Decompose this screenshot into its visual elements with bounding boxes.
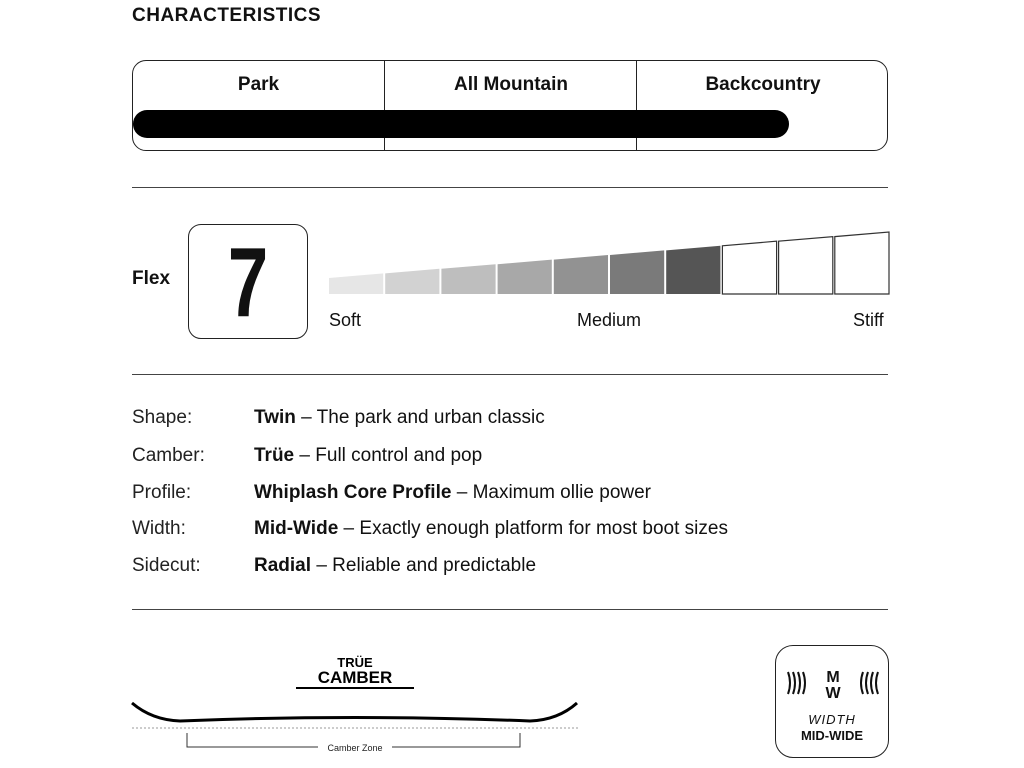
spec-separator: – (301, 407, 312, 428)
divider (132, 609, 888, 610)
flex-rating-box (188, 224, 308, 339)
terrain-label-park: Park (237, 74, 280, 95)
flex-cell-4 (498, 260, 552, 294)
spec-name: Twin (254, 407, 296, 428)
mw-logo-w: W (825, 685, 841, 702)
flex-cell-2 (385, 269, 439, 294)
terrain-chart (132, 60, 888, 151)
flex-cell-6 (610, 250, 664, 294)
sound-waves-right (861, 672, 878, 694)
spec-name: Mid-Wide (254, 518, 339, 539)
spec-desc: The park and urban classic (316, 407, 545, 428)
flex-cell-5 (554, 255, 608, 294)
width-badge (775, 645, 889, 758)
spec-desc: Maximum ollie power (472, 482, 652, 503)
terrain-range-bar (133, 110, 789, 138)
flex-tick-soft: Soft (329, 310, 362, 330)
width-badge-label: WIDTH (808, 712, 856, 727)
flex-scale (328, 230, 890, 296)
spec-key: Profile: (132, 482, 192, 503)
width-badge-value: MID-WIDE (800, 728, 864, 743)
flex-label: Flex (132, 268, 171, 289)
camber-profile-diagram (130, 648, 580, 760)
camber-logo-line1: TRÜE (337, 655, 373, 670)
spec-name: Radial (254, 555, 312, 576)
spec-value (254, 518, 728, 540)
flex-tick-medium: Medium (577, 310, 642, 330)
flex-cell-10 (835, 232, 889, 294)
mw-logo (825, 669, 841, 702)
spec-key: Width: (132, 518, 186, 539)
spec-desc: Exactly enough platform for most boot sizes (359, 518, 728, 539)
camber-zone-label: Camber Zone (327, 743, 383, 753)
spec-separator: – (316, 555, 327, 576)
spec-key: Shape: (132, 407, 193, 428)
divider (132, 187, 888, 188)
spec-name: Whiplash Core Profile (254, 482, 452, 503)
spec-key: Sidecut: (132, 555, 201, 576)
flex-cell-8 (722, 241, 776, 294)
spec-value (254, 407, 545, 429)
spec-key: Camber: (132, 445, 205, 466)
true-camber-logo (296, 655, 414, 688)
terrain-label-all-mountain: All Mountain (454, 74, 568, 95)
spec-separator: – (343, 518, 355, 539)
board-profile-line (132, 703, 577, 721)
flex-cell-3 (441, 264, 495, 294)
flex-cell-1 (329, 273, 383, 294)
divider (132, 374, 888, 375)
spec-desc: Full control and pop (315, 445, 483, 466)
spec-value (254, 482, 651, 504)
spec-name: Trüe (254, 445, 295, 466)
terrain-label-backcountry: Backcountry (705, 74, 821, 95)
flex-cell-9 (779, 237, 833, 294)
spec-value (254, 555, 536, 577)
mid-wide-icon (776, 646, 890, 712)
sound-waves-left (788, 672, 805, 694)
spec-separator: – (456, 482, 468, 503)
spec-desc: Reliable and predictable (332, 555, 537, 576)
spec-value (254, 445, 482, 467)
flex-tick-stiff: Stiff (853, 310, 884, 330)
section-title: CHARACTERISTICS (132, 5, 322, 26)
mw-logo-m: M (826, 669, 840, 686)
spec-separator: – (299, 445, 310, 466)
flex-rating-value: 7 (227, 227, 269, 337)
camber-logo-line2: CAMBER (317, 668, 393, 687)
flex-cell-7 (666, 246, 720, 294)
